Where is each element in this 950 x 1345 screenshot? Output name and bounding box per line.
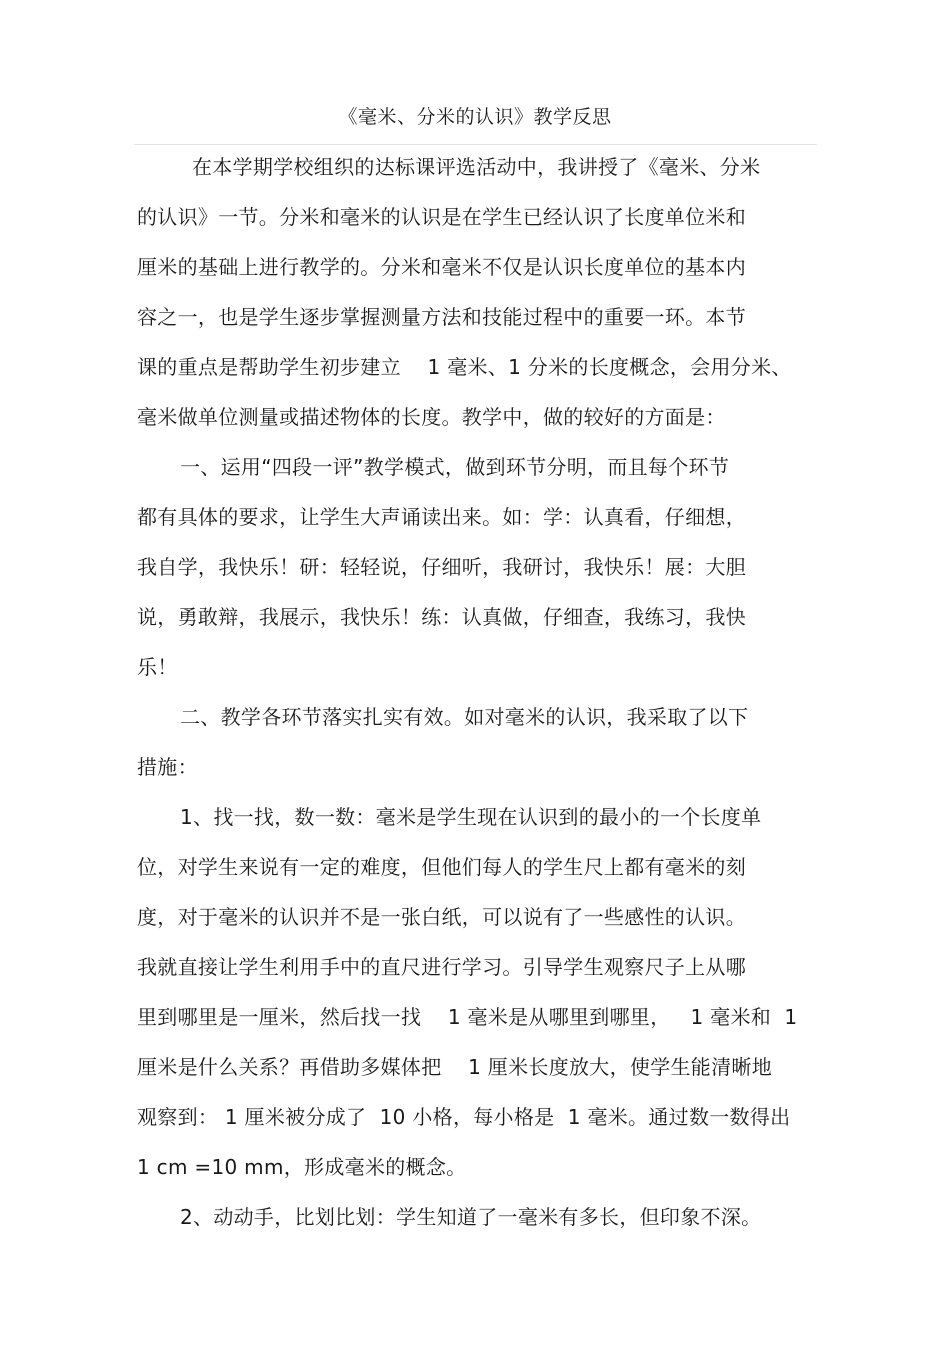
paragraph-line: 我就直接让学生利用手中的直尺进行学习。引导学生观察尺子上从哪	[137, 955, 746, 979]
paragraph-line: 度，对于毫米的认识并不是一张白纸，可以说有了一些感性的认识。	[137, 905, 746, 929]
paragraph-line: 乐！	[137, 655, 178, 679]
paragraph-line: 都有具体的要求，让学生大声诵读出来。如：学：认真看，仔细想，	[137, 505, 746, 529]
paragraph-line: 说，勇敢辩，我展示，我快乐！练：认真做，仔细查，我练习，我快	[137, 605, 746, 629]
document-title: 《毫米、分米的认识》教学反思	[338, 106, 612, 128]
paragraph-line: 措施：	[137, 755, 198, 779]
title-divider	[134, 144, 817, 145]
paragraph-line: 厘米是什么关系？再借助多媒体把 1 厘米长度放大，使学生能清晰地	[137, 1055, 773, 1079]
paragraph-line: 1 cm =10 mm，形成毫米的概念。	[137, 1155, 467, 1179]
paragraph-line: 位，对学生来说有一定的难度，但他们每人的学生尺上都有毫米的刻	[137, 855, 746, 879]
paragraph-line: 2、动动手，比划比划：学生知道了一毫米有多长，但印象不深。	[180, 1205, 762, 1229]
paragraph-line: 里到哪里是一厘米，然后找一找 1 毫米是从哪里到哪里， 1 毫米和 1	[137, 1005, 798, 1029]
paragraph-line: 厘米的基础上进行教学的。分米和毫米不仅是认识长度单位的基本内	[137, 255, 746, 279]
paragraph-line: 一、运用“四段一评”教学模式，做到环节分明，而且每个环节	[180, 455, 730, 479]
paragraph-line: 的认识》一节。分米和毫米的认识是在学生已经认识了长度单位米和	[137, 205, 746, 229]
paragraph-line: 观察到： 1 厘米被分成了 10 小格，每小格是 1 毫米。通过数一数得出	[137, 1105, 791, 1129]
paragraph-line: 课的重点是帮助学生初步建立 1 毫米、1 分米的长度概念，会用分米、	[137, 355, 792, 379]
paragraph-line: 1、找一找，数一数：毫米是学生现在认识到的最小的一个长度单	[180, 805, 762, 829]
paragraph-line: 在本学期学校组织的达标课评选活动中，我讲授了《毫米、分米	[192, 155, 761, 179]
paragraph-line: 二、教学各环节落实扎实有效。如对毫米的认识，我采取了以下	[180, 705, 749, 729]
paragraph-line: 毫米做单位测量或描述物体的长度。教学中，做的较好的方面是：	[137, 405, 726, 429]
paragraph-line: 容之一，也是学生逐步掌握测量方法和技能过程中的重要一环。本节	[137, 305, 746, 329]
paragraph-line: 我自学，我快乐！研：轻轻说，仔细听，我研讨，我快乐！展：大胆	[137, 555, 746, 579]
